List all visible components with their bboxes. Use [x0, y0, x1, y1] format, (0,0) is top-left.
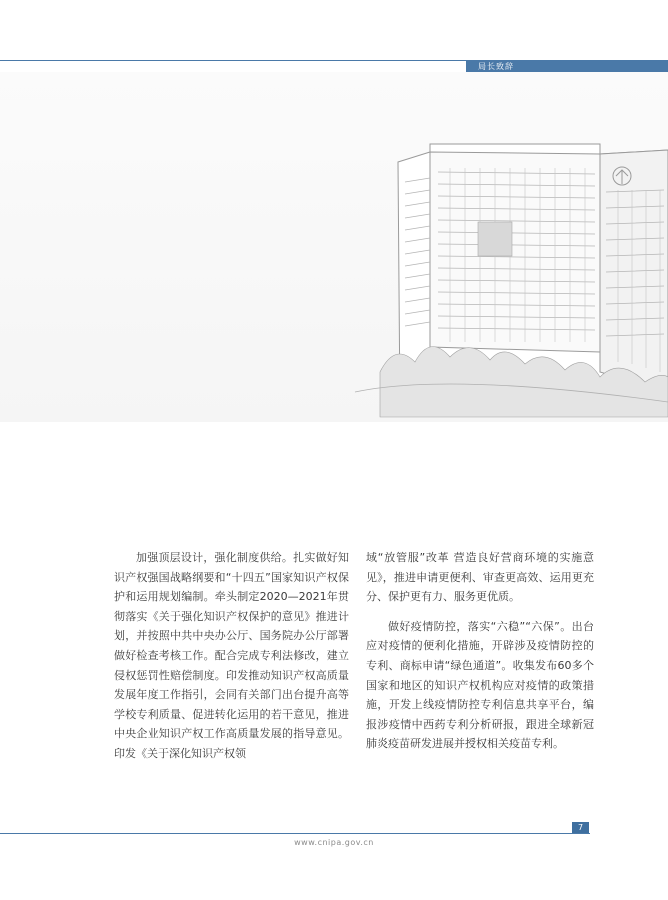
paragraph-continuation: 域“放管服”改革 营造良好营商环境的实施意见》，推进申请更便利、审查更高效、运用更充分、保护更有力、服务更优质。	[366, 551, 594, 604]
building-sketch-illustration	[0, 72, 668, 422]
paragraph-epidemic-prevention: 做好疫情防控，落实“六稳”“六保”。出台应对疫情的便利化措施，开辟涉及疫情防控的专利、商标申请“绿色通道”。收集发布60多个国家和地区的知识产权机构应对疫情的政策措施，开发上线疫情防控专利信息共享平台，编报涉疫情中西药专利分析研报，跟进全球新冠肺炎疫苗研发进展并授权相关疫苗专利。	[366, 619, 594, 751]
text-column-right	[366, 548, 594, 754]
text-column-left	[114, 548, 349, 764]
footer-rule	[0, 833, 590, 834]
section-tag: 局长致辞	[466, 61, 668, 72]
footer-url: www.cnipa.gov.cn	[294, 838, 374, 847]
paragraph-top-level-design: 加强顶层设计，强化制度供给。扎实做好知识产权强国战略纲要和“十四五”国家知识产权保护和运用规划编制。牵头制定2020—2021年贯彻落实《关于强化知识产权保护的意见》推进计划，并按照中共中央办公厅、国务院办公厅部署做好检查考核工作。配合完成专利法修改，建立侵权惩罚性赔偿制度。印发推动知识产权高质量发展年度工作指引，会同有关部门出台提升高等学校专利质量、促进转化运用的若干意见，推进中央企业知识产权工作高质量发展的指导意见。印发《关于深化知识产权领	[114, 551, 349, 760]
page-number: 7	[572, 822, 589, 833]
building-sketch	[0, 72, 668, 422]
